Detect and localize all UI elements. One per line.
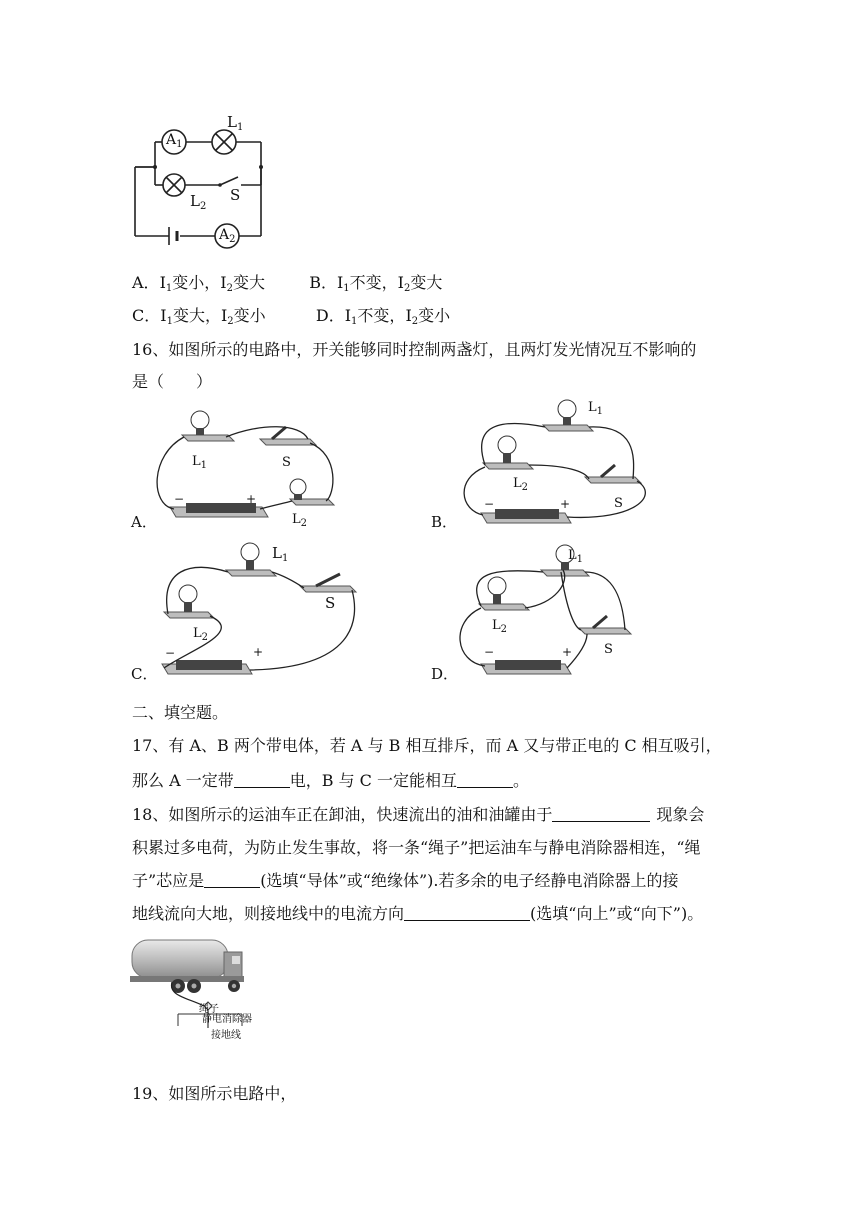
q16-option-a-letter[interactable]: A． (131, 513, 157, 531)
q15-circuit-diagram (128, 112, 278, 252)
q18-line2: 积累过多电荷，为防止发生事故，将一条“绳子”把运油车与静电消除器相连，“绳 (132, 838, 701, 857)
q16-d-plus: + (562, 645, 573, 659)
q16-c-plus: + (253, 645, 264, 659)
q16-a-l2-label: $L_2$ (292, 512, 308, 529)
q17-blank-1[interactable] (234, 770, 290, 788)
q16-c-minus: − (165, 646, 176, 660)
q16-d-minus: − (484, 645, 495, 659)
q16-c-l2-label: $L_2$ (193, 626, 209, 643)
q18-blank-2[interactable] (204, 870, 260, 888)
section-heading: 二、填空题。 (132, 703, 229, 722)
q18-line4: 地线流向大地，则接地线中的电流方向 (选填“向上”或“向下”)。 (132, 904, 704, 923)
q17-line2: 那么 A 一定带 电，B 与 C 一定能相互 。 (132, 771, 530, 790)
q17-line1: 17、有 A、B 两个带电体，若 A 与 B 相互排斥，而 A 又与带正电的 C 相互吸引， (132, 736, 722, 755)
q15-a1-label: $A_1$ (166, 132, 183, 150)
q15-l1-label: $L_1$ (227, 113, 244, 133)
q15-options-row1 (132, 270, 442, 294)
q15-option-c[interactable]: C．$I_1$变大，$I_2$变小 (132, 306, 266, 327)
q16-b-l1-label: $L_1$ (588, 400, 604, 417)
q16-option-b-letter[interactable]: B． (431, 513, 458, 531)
q16-a-switch-label: S (282, 455, 291, 470)
q15-option-d[interactable]: D．$I_1$不变，$I_2$变小 (315, 306, 451, 327)
q16-b-minus: − (484, 497, 495, 511)
q17-blank-2[interactable] (457, 770, 513, 788)
q15-switch-label: S (230, 186, 241, 204)
q16-b-l2-label: $L_2$ (513, 476, 529, 493)
q15-options-row2 (132, 303, 450, 327)
q18-rope-label: 绳子 (199, 1004, 219, 1015)
q16-a-plus: + (246, 492, 257, 506)
q16-stem-line1: 16、如图所示的电路中，开关能够同时控制两盏灯，且两灯发光情况互不影响的 (132, 340, 697, 359)
q15-option-b[interactable]: B．$I_1$不变，$I_2$变大 (309, 273, 443, 294)
q16-b-plus: + (560, 497, 571, 511)
q18-line1: 18、如图所示的运油车正在卸油，快速流出的油和油罐由于 现象会 (132, 805, 705, 824)
q16-d-l1-label: $L_1$ (568, 548, 584, 565)
q15-a2-label: $A_2$ (219, 227, 236, 245)
q16-b-switch-label: S (614, 496, 623, 511)
q16-option-c-letter[interactable]: C． (131, 665, 158, 683)
q18-blank-1[interactable] (552, 804, 650, 822)
q16-c-l1-label: $L_1$ (272, 544, 289, 564)
q16-d-switch-label: S (604, 642, 613, 657)
q16-option-a-figure (150, 405, 350, 525)
q15-l2-label: $L_2$ (190, 192, 207, 212)
q16-c-switch-label: S (325, 594, 336, 612)
q19-line1: 19、如图所示电路中， (132, 1084, 297, 1103)
q16-d-l2-label: $L_2$ (492, 618, 508, 635)
q18-ground-label: 接地线 (211, 1030, 241, 1041)
q18-blank-3[interactable] (404, 903, 530, 921)
q15-option-a[interactable]: A．$I_1$变小，$I_2$变大 (132, 273, 265, 294)
q16-a-l1-label: $L_1$ (192, 454, 208, 471)
q16-stem-line2: 是（ ） (132, 372, 213, 391)
q16-option-d-letter[interactable]: D． (431, 665, 459, 683)
q18-line3: 子”芯应是 (选填“导体”或“绝缘体”).若多余的电子经静电消除器上的接 (132, 871, 679, 890)
q16-a-minus: − (174, 492, 185, 506)
q18-eliminator-label: 静电消除器 (202, 1014, 252, 1025)
